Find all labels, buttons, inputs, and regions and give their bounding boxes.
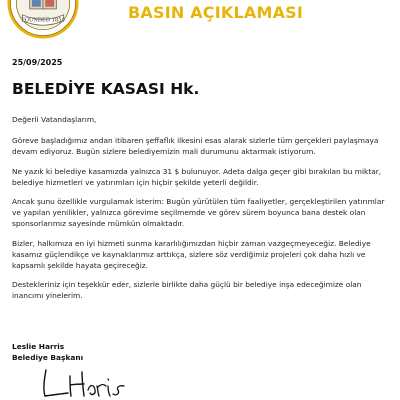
body-paragraph: Destekleriniz için teşekkür eder, sizlerle birlikte daha güçlü bir belediye inşa edeceğimize olan inancımı yinelerim. [12, 280, 362, 301]
document-date: 25/09/2025 [12, 58, 63, 67]
signature-block [12, 341, 83, 363]
press-release-title: BASIN AÇIKLAMASI [128, 3, 304, 22]
body-paragraph: Ancak şunu özellikle vurgulamak isterim: Bugün yürütülen tüm faaliyetler, gerçekleştirilen yatırımlar ve yapılan yenilikler, yalnızca görevime seçilmemde ve görev sürem boyunca bana destek olan sponsorlarımız sayesinde mümkün olmaktadır. [12, 197, 385, 229]
document-header [0, 0, 400, 40]
document-headline: BELEDİYE KASASI Hk. [12, 80, 200, 98]
body-paragraph: Bizler, halkımıza en iyi hizmeti sunma kararlılığımızdan hiçbir zaman vazgeçmeyeceğiz. Belediye kasamız güçlendikçe ve kaynaklarımız arttıkça, sizlere söz verdiğimiz projeleri çok daha hızlı ve kapsamlı şekilde hayata geçireceğiz. [12, 238, 371, 271]
signer-name: Leslie Harris [12, 342, 65, 351]
seal-founded-text: FOUNDED 1850 [21, 17, 65, 24]
body-paragraph: Ne yazık ki belediye kasamızda yalnızca 31 $ bulunuyor. Adeta dalga geçer gibi bırakılan bu miktar, belediye hizmetleri ve yatırımları için hiçbir şekilde yeterli değildir. [12, 166, 382, 187]
handwritten-signature [40, 366, 130, 400]
body-paragraph: Göreve başladığımız andan itibaren şeffaflık ilkesini esas alarak sizlerle tüm gerçekleri paylaşmaya devam ediyoruz. Bugün sizlere belediyemizin mali durumunu aktarmak istiyorum. [12, 136, 379, 157]
document-body [12, 114, 390, 310]
city-seal-icon [6, 0, 80, 40]
signer-title: Belediye Başkanı [12, 353, 84, 362]
greeting-text: Değerli Vatandaşlarım, [12, 115, 97, 124]
